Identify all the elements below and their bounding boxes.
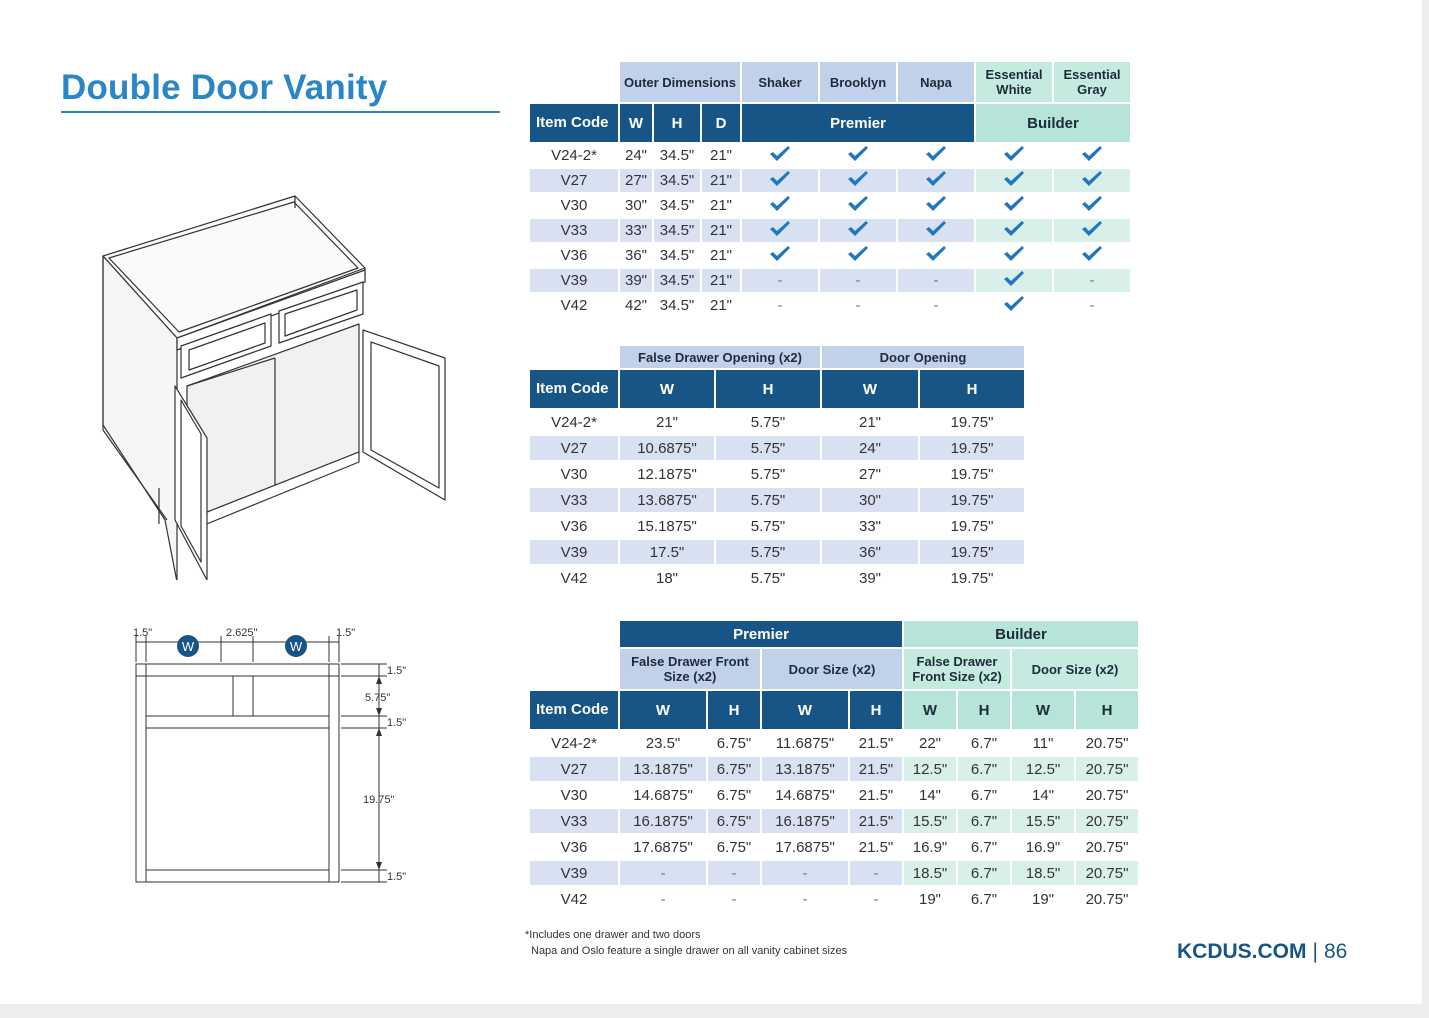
openings-table [528, 344, 1026, 592]
table-row [530, 566, 1024, 590]
napa-availability-cell: - [933, 297, 939, 314]
item-code-cell: V30 [560, 465, 588, 483]
w-header: W [620, 370, 714, 408]
height-cell: 34.5" [659, 197, 695, 214]
dim-left-label: 1.5" [133, 627, 153, 639]
check-icon [925, 220, 947, 238]
footer-separator: | [1312, 940, 1318, 963]
premier-header: Premier [742, 104, 974, 142]
door-opening-width-cell: 27" [858, 465, 881, 483]
table-row [530, 194, 1130, 217]
builder-header: Builder [976, 104, 1130, 142]
item-code-header: Item Code [530, 370, 618, 408]
dim-r5-label: 1.5" [387, 871, 407, 883]
drawer-opening-height-cell: 5.75" [750, 465, 786, 483]
essential-gray-header: Essential Gray [1054, 62, 1130, 102]
w-header: W [904, 691, 956, 729]
check-icon [925, 195, 947, 213]
item-code-cell: V33 [530, 219, 618, 242]
brooklyn-availability-cell [820, 244, 896, 267]
builder-drawer-height-cell: 6.7" [970, 838, 998, 856]
shaker-availability-cell [742, 219, 818, 242]
premier-drawer-height-cell: 6.75" [716, 734, 752, 752]
h-header: H [958, 691, 1010, 729]
item-code-cell: V39 [530, 540, 618, 564]
check-icon [1081, 195, 1103, 213]
shaker-availability-cell [742, 244, 818, 267]
brooklyn-availability-cell [820, 169, 896, 192]
premier-drawer-height-cell: - [731, 890, 737, 908]
door-opening-width-cell: 21" [858, 413, 881, 431]
door-opening-width-cell: 30" [822, 488, 918, 512]
builder-door-height-cell: 20.75" [1085, 786, 1129, 804]
premier-drawer-width-cell: 17.6875" [633, 838, 693, 856]
premier-door-width-cell: - [762, 861, 848, 885]
table-row [530, 294, 1130, 317]
drawer-opening-width-cell: 15.1875" [637, 517, 697, 535]
premier-drawer-width-cell: 23.5" [645, 734, 681, 752]
width-cell: 33" [620, 219, 652, 242]
premier-door-height-cell: 21.5" [858, 786, 894, 804]
check-icon [769, 195, 791, 213]
item-code-cell: V27 [530, 169, 618, 192]
premier-drawer-width-cell: 16.1875" [620, 809, 706, 833]
page-footer [1177, 940, 1347, 964]
h-header: H [654, 104, 700, 142]
builder-door-width-cell: 15.5" [1012, 809, 1074, 833]
shaker-availability-cell [742, 144, 818, 167]
w-header: W [762, 691, 848, 729]
table-row [530, 783, 1138, 807]
width-badge-left-label: W [181, 639, 195, 654]
h-header: H [920, 370, 1024, 408]
table-row [530, 169, 1130, 192]
item-code-cell: V27 [530, 436, 618, 460]
essential-white-availability-cell [976, 194, 1052, 217]
item-code-cell: V27 [530, 757, 618, 781]
item-code-cell: V39 [530, 861, 618, 885]
table-row [530, 887, 1138, 911]
premier-door-height-cell: - [850, 861, 902, 885]
premier-false-drawer-front-header: False Drawer Front Size (x2) [620, 649, 760, 689]
premier-door-height-cell: 21.5" [850, 757, 902, 781]
premier-drawer-height-cell: 6.75" [716, 786, 752, 804]
essential-white-availability-cell [976, 169, 1052, 192]
essential-gray-availability-cell: - [1054, 269, 1130, 292]
essential-white-availability-cell [976, 244, 1052, 267]
builder-door-width-cell: 16.9" [1025, 838, 1061, 856]
premier-door-width-cell: - [802, 890, 808, 908]
w-header: W [1012, 691, 1074, 729]
builder-door-size-header: Door Size (x2) [1012, 649, 1138, 689]
item-code-cell: V39 [530, 269, 618, 292]
w-header: W [620, 104, 652, 142]
essential-white-header: Essential White [976, 62, 1052, 102]
drawer-opening-height-cell: 5.75" [716, 488, 820, 512]
item-code-cell: V36 [560, 838, 588, 856]
dim-mid-label: 2.625" [226, 627, 258, 639]
brooklyn-availability-cell [820, 144, 896, 167]
essential-gray-availability-cell [1054, 244, 1130, 267]
drawer-opening-width-cell: 18" [655, 569, 678, 587]
width-cell: 24" [624, 147, 647, 164]
h-header: H [708, 691, 760, 729]
builder-door-width-cell: 12.5" [1012, 757, 1074, 781]
brooklyn-header: Brooklyn [820, 62, 896, 102]
depth-cell: 21" [702, 269, 740, 292]
drawer-opening-height-cell: 5.75" [750, 413, 786, 431]
door-opening-width-cell: 24" [822, 436, 918, 460]
premier-door-height-cell: 21.5" [858, 734, 894, 752]
table-row [530, 731, 1138, 755]
d-header: D [702, 104, 740, 142]
essential-gray-availability-cell [1054, 219, 1130, 242]
premier-door-width-cell: 16.1875" [762, 809, 848, 833]
width-cell: 27" [620, 169, 652, 192]
table-row [530, 244, 1130, 267]
check-icon [847, 220, 869, 238]
builder-drawer-height-cell: 6.7" [958, 861, 1010, 885]
depth-cell: 21" [709, 247, 732, 264]
napa-availability-cell [898, 194, 974, 217]
napa-availability-cell [898, 219, 974, 242]
outer-dimensions-header: Outer Dimensions [620, 62, 740, 102]
premier-door-height-cell: 21.5" [858, 838, 894, 856]
height-cell: 34.5" [654, 169, 700, 192]
essential-gray-availability-cell [1054, 194, 1130, 217]
h-header: H [850, 691, 902, 729]
check-icon [1081, 145, 1103, 163]
item-code-cell: V30 [560, 197, 588, 214]
essential-gray-availability-cell [1054, 169, 1130, 192]
shaker-availability-cell: - [742, 269, 818, 292]
door-opening-height-cell: 19.75" [950, 413, 994, 431]
builder-drawer-height-cell: 6.7" [958, 809, 1010, 833]
premier-drawer-height-cell: 6.75" [708, 757, 760, 781]
check-icon [1003, 245, 1025, 263]
check-icon [769, 245, 791, 263]
check-icon [1003, 170, 1025, 188]
height-cell: 34.5" [659, 297, 695, 314]
builder-door-height-cell: 20.75" [1085, 890, 1129, 908]
w-header: W [822, 370, 918, 408]
table-row [530, 861, 1138, 885]
door-opening-height-cell: 19.75" [950, 569, 994, 587]
depth-cell: 21" [709, 197, 732, 214]
width-cell: 30" [624, 197, 647, 214]
height-cell: 34.5" [659, 247, 695, 264]
item-code-cell: V36 [560, 247, 588, 264]
item-code-cell: V24-2* [551, 413, 597, 431]
h-header: H [716, 370, 820, 408]
builder-false-drawer-front-header: False Drawer Front Size (x2) [904, 649, 1010, 689]
table-row [530, 514, 1024, 538]
dim-r1-label: 1.5" [387, 665, 407, 677]
table-row [530, 219, 1130, 242]
check-icon [1003, 195, 1025, 213]
page-edge-right [1422, 0, 1429, 1018]
drawer-opening-height-cell: 5.75" [716, 540, 820, 564]
napa-availability-cell: - [898, 269, 974, 292]
door-opening-width-cell: 36" [822, 540, 918, 564]
check-icon [769, 145, 791, 163]
item-code-cell: V24-2* [551, 147, 597, 164]
width-cell: 42" [624, 297, 647, 314]
check-icon [1003, 145, 1025, 163]
table-row [530, 436, 1024, 460]
depth-cell: 21" [709, 147, 732, 164]
check-icon [769, 170, 791, 188]
premier-drawer-width-cell: 13.1875" [620, 757, 706, 781]
cabinet-illustration [95, 190, 455, 580]
width-badge-right-label: W [289, 639, 303, 654]
item-code-cell: V24-2* [551, 734, 597, 752]
builder-drawer-height-cell: 6.7" [970, 890, 998, 908]
height-cell: 34.5" [654, 269, 700, 292]
builder-drawer-width-cell: 16.9" [912, 838, 948, 856]
drawer-opening-width-cell: 12.1875" [637, 465, 697, 483]
item-code-header: Item Code [530, 691, 618, 729]
table-row [530, 488, 1024, 512]
front-elevation-diagram [125, 622, 425, 887]
napa-availability-cell [898, 244, 974, 267]
premier-drawer-width-cell: - [620, 861, 706, 885]
false-drawer-opening-header: False Drawer Opening (x2) [620, 346, 820, 368]
depth-cell: 21" [702, 169, 740, 192]
h-header: H [1076, 691, 1138, 729]
builder-door-width-cell: 19" [1031, 890, 1054, 908]
builder-door-height-cell: 20.75" [1076, 757, 1138, 781]
check-icon [1003, 220, 1025, 238]
front-sizes-table [528, 619, 1140, 913]
essential-gray-availability-cell: - [1089, 297, 1095, 314]
builder-header: Builder [904, 621, 1138, 647]
essential-gray-availability-cell [1054, 144, 1130, 167]
premier-door-width-cell: 11.6875" [775, 734, 835, 752]
dim-r4-label: 19.75" [363, 794, 395, 806]
premier-header: Premier [620, 621, 902, 647]
builder-door-width-cell: 18.5" [1012, 861, 1074, 885]
door-opening-width-cell: 39" [858, 569, 881, 587]
door-opening-height-cell: 19.75" [920, 436, 1024, 460]
item-code-cell: V42 [560, 569, 588, 587]
item-code-cell: V42 [560, 890, 588, 908]
premier-drawer-width-cell: - [660, 890, 666, 908]
builder-door-height-cell: 20.75" [1085, 734, 1129, 752]
check-icon [847, 145, 869, 163]
premier-door-size-header: Door Size (x2) [762, 649, 902, 689]
door-opening-header: Door Opening [822, 346, 1024, 368]
item-code-cell: V33 [530, 488, 618, 512]
door-opening-width-cell: 33" [858, 517, 881, 535]
check-icon [1081, 220, 1103, 238]
napa-header: Napa [898, 62, 974, 102]
footnote-1: *Includes one drawer and two doors [525, 929, 701, 941]
dim-right-label: 1.5" [336, 627, 356, 639]
brooklyn-availability-cell [820, 219, 896, 242]
builder-door-width-cell: 11" [1032, 734, 1054, 752]
builder-drawer-width-cell: 12.5" [904, 757, 956, 781]
availability-table [528, 60, 1132, 319]
page-number: 86 [1323, 940, 1348, 963]
height-cell: 34.5" [654, 219, 700, 242]
premier-drawer-height-cell: 6.75" [708, 809, 760, 833]
table-row [530, 757, 1138, 781]
drawer-opening-width-cell: 17.5" [620, 540, 714, 564]
shaker-availability-cell [742, 169, 818, 192]
premier-door-height-cell: - [873, 890, 879, 908]
napa-availability-cell [898, 169, 974, 192]
shaker-availability-cell: - [777, 297, 783, 314]
door-opening-height-cell: 19.75" [920, 540, 1024, 564]
width-cell: 36" [624, 247, 647, 264]
essential-white-availability-cell [976, 219, 1052, 242]
table-row [530, 144, 1130, 167]
brooklyn-availability-cell [820, 194, 896, 217]
check-icon [847, 170, 869, 188]
check-icon [769, 220, 791, 238]
height-cell: 34.5" [659, 147, 695, 164]
drawer-opening-width-cell: 21" [655, 413, 678, 431]
check-icon [1003, 295, 1025, 313]
builder-door-width-cell: 14" [1031, 786, 1054, 804]
premier-door-width-cell: 13.1875" [762, 757, 848, 781]
napa-availability-cell [898, 144, 974, 167]
builder-drawer-height-cell: 6.7" [958, 757, 1010, 781]
w-header: W [620, 691, 706, 729]
title-underline [61, 111, 500, 113]
door-opening-height-cell: 19.75" [920, 488, 1024, 512]
builder-drawer-width-cell: 14" [918, 786, 941, 804]
door-opening-height-cell: 19.75" [950, 465, 994, 483]
drawer-opening-height-cell: 5.75" [750, 517, 786, 535]
builder-door-height-cell: 20.75" [1085, 838, 1129, 856]
check-icon [1081, 245, 1103, 263]
table-row [530, 269, 1130, 292]
dim-r2-label: 5.75" [365, 692, 391, 704]
premier-door-width-cell: 14.6875" [775, 786, 835, 804]
drawer-opening-height-cell: 5.75" [716, 436, 820, 460]
item-code-cell: V42 [560, 297, 588, 314]
builder-drawer-width-cell: 18.5" [904, 861, 956, 885]
brooklyn-availability-cell: - [820, 269, 896, 292]
check-icon [925, 170, 947, 188]
width-cell: 39" [620, 269, 652, 292]
drawer-opening-height-cell: 5.75" [750, 569, 786, 587]
table-row [530, 809, 1138, 833]
builder-door-height-cell: 20.75" [1076, 809, 1138, 833]
check-icon [847, 195, 869, 213]
essential-white-availability-cell [976, 294, 1052, 317]
item-code-cell: V30 [560, 786, 588, 804]
check-icon [925, 245, 947, 263]
shaker-availability-cell [742, 194, 818, 217]
essential-white-availability-cell [976, 144, 1052, 167]
builder-drawer-width-cell: 15.5" [904, 809, 956, 833]
check-icon [847, 245, 869, 263]
shaker-header: Shaker [742, 62, 818, 102]
brooklyn-availability-cell: - [855, 297, 861, 314]
item-code-cell: V33 [530, 809, 618, 833]
check-icon [925, 145, 947, 163]
item-code-header: Item Code [530, 104, 618, 142]
premier-drawer-height-cell: 6.75" [716, 838, 752, 856]
premier-drawer-height-cell: - [708, 861, 760, 885]
footnote-2: Napa and Oslo feature a single drawer on all vanity cabinet sizes [531, 945, 848, 957]
site-url[interactable]: KCDUS.COM [1177, 940, 1307, 963]
builder-drawer-width-cell: 19" [918, 890, 941, 908]
builder-drawer-height-cell: 6.7" [970, 734, 998, 752]
depth-cell: 21" [702, 219, 740, 242]
table-row [530, 462, 1024, 486]
door-opening-height-cell: 19.75" [950, 517, 994, 535]
table-row [530, 540, 1024, 564]
item-code-cell: V36 [560, 517, 588, 535]
page-edge-bottom [0, 1004, 1429, 1018]
premier-door-height-cell: 21.5" [850, 809, 902, 833]
dim-r3-label: 1.5" [387, 717, 407, 729]
premier-drawer-width-cell: 14.6875" [633, 786, 693, 804]
builder-drawer-width-cell: 22" [918, 734, 941, 752]
builder-door-height-cell: 20.75" [1076, 861, 1138, 885]
drawer-opening-width-cell: 10.6875" [620, 436, 714, 460]
table-row [530, 410, 1024, 434]
depth-cell: 21" [709, 297, 732, 314]
essential-white-availability-cell [976, 269, 1052, 292]
page-title: Double Door Vanity [61, 68, 388, 107]
builder-drawer-height-cell: 6.7" [970, 786, 998, 804]
drawer-opening-width-cell: 13.6875" [620, 488, 714, 512]
check-icon [1003, 270, 1025, 288]
table-row [530, 835, 1138, 859]
premier-door-width-cell: 17.6875" [775, 838, 835, 856]
check-icon [1081, 170, 1103, 188]
